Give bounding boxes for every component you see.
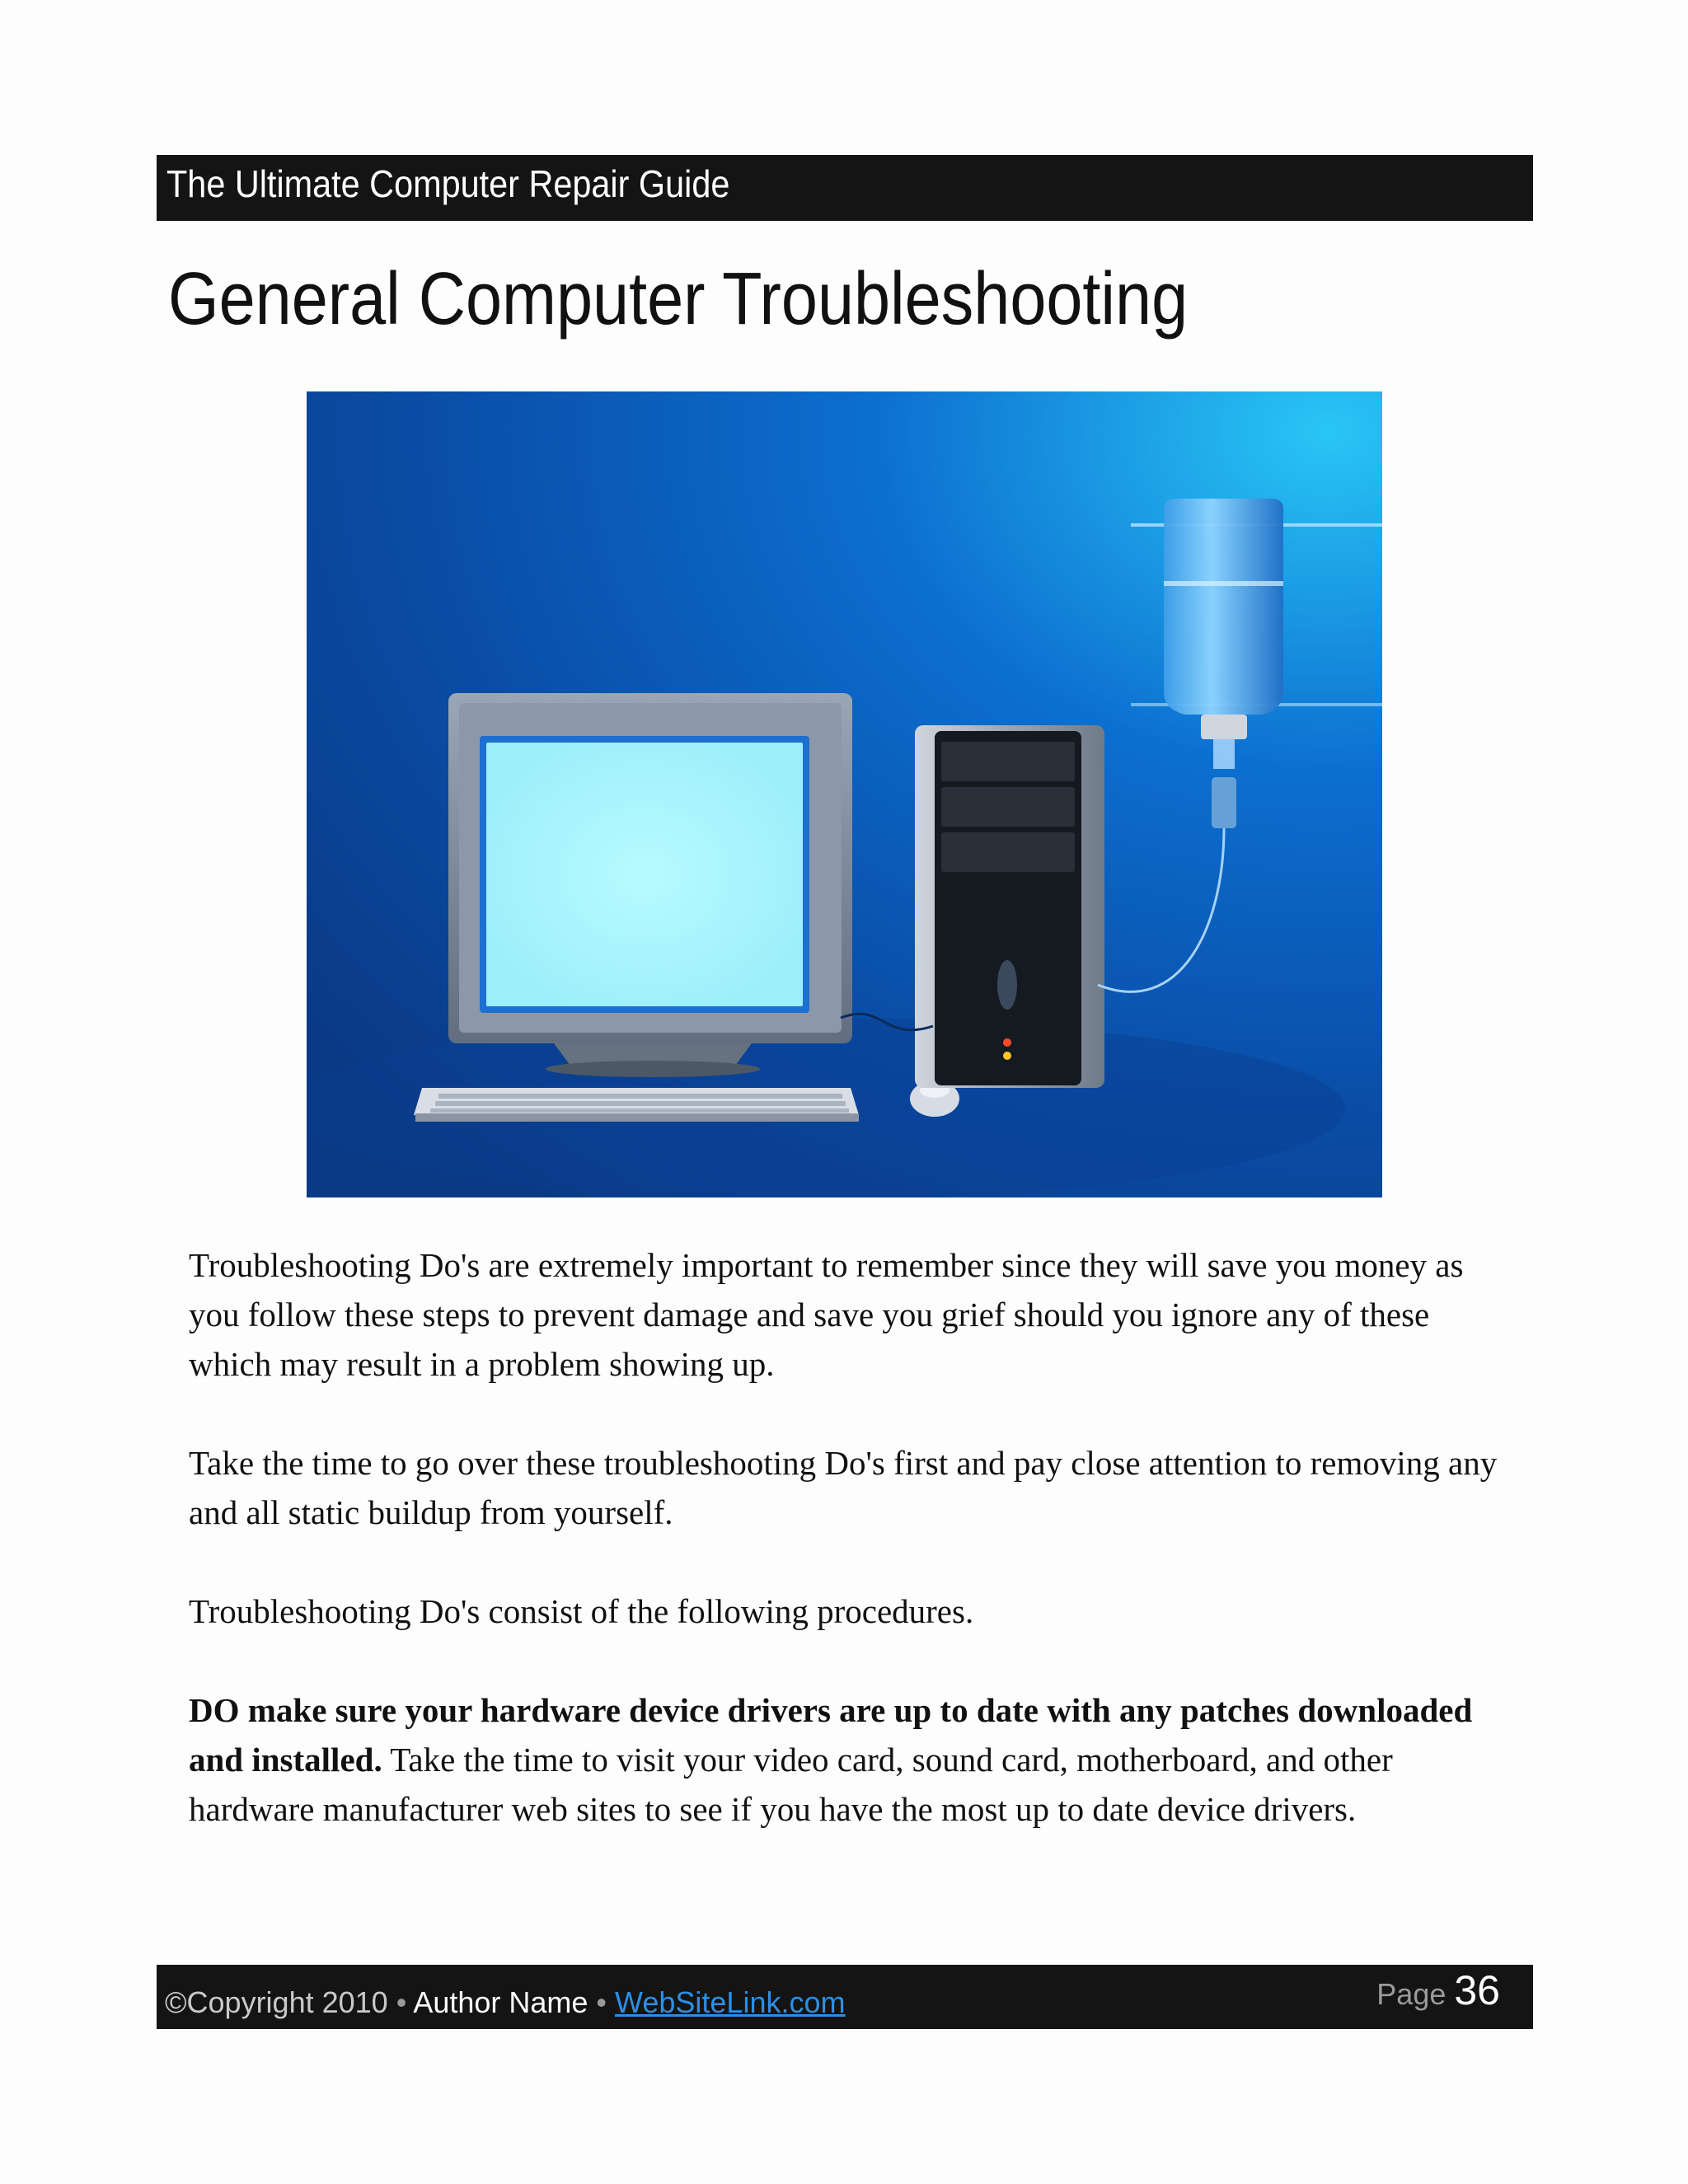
paragraph-drivers [189,1685,1507,1834]
page-indicator [1376,1966,1500,2029]
body-text [189,1240,1507,1883]
paragraph-intro: Troubleshooting Do's are extremely important to remember since they will save you money as you follow these steps to prevent damage and save you grief should you ignore any of these which may result in a problem showing up. [189,1246,1464,1383]
paragraph-procedures: Troubleshooting Do's consist of the following procedures. [189,1592,974,1630]
footer-bar [157,1965,1533,2029]
website-link[interactable]: WebSiteLink.com [615,1985,846,2019]
page-title: General Computer Troubleshooting [168,258,1189,340]
header-bar [157,155,1533,221]
paragraph-static: Take the time to go over these troubleshooting Do's first and pay close attention to removing any and all static buildup from yourself. [189,1444,1498,1531]
drivers-instruction-bold: DO make sure your hardware device drivers are up to date with any patches downloaded and installed. [189,1691,1473,1779]
computer-iv-drip-illustration [307,391,1382,1197]
drivers-instruction-text: Take the time to visit your video card, sound card, motherboard, and other hardware manufacturer web sites to see if you have the most up to date device drivers. [189,1741,1393,1828]
copyright-text: ©Copyright 2010 [165,1985,388,2019]
footer-separator: • [588,1985,616,2019]
author-name: Author Name [413,1985,588,2019]
keyboard-graphic [414,1088,859,1122]
page-label: Page [1376,1977,1455,2011]
footer-separator: • [387,1985,414,2019]
tower-graphic [915,725,1104,1088]
page-number: 36 [1454,1967,1500,2013]
footer-credits [165,1978,846,2029]
monitor-graphic [448,693,852,1077]
guide-title: The Ultimate Computer Repair Guide [166,162,730,205]
